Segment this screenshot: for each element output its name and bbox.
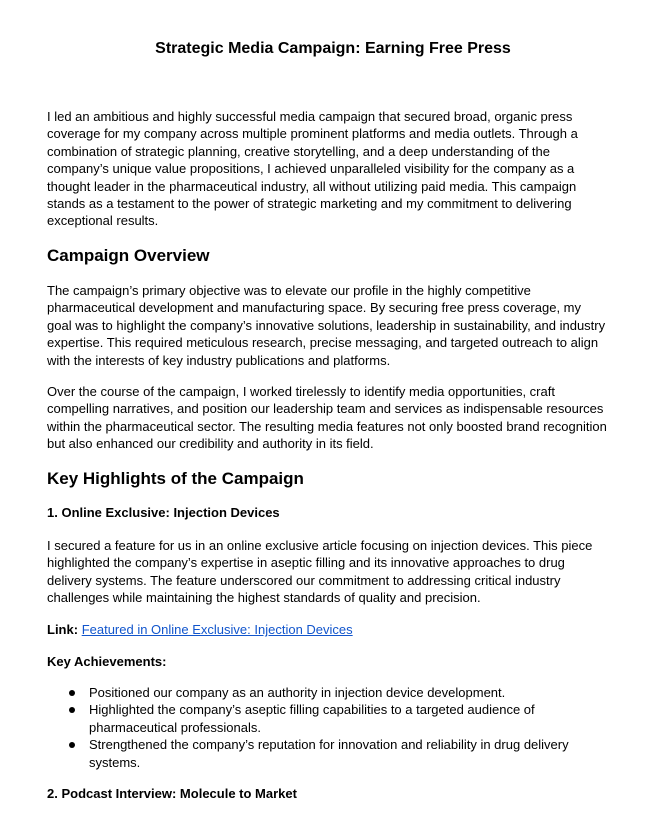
key-achievements-list [47, 684, 609, 771]
bullet-icon [69, 707, 75, 713]
bullet-icon [69, 742, 75, 748]
key-highlights-heading: Key Highlights of the Campaign [47, 469, 304, 488]
list-item [47, 684, 609, 701]
highlight-1-description: I secured a feature for us in an online exclusive article focusing on injection devices. This piece highlighted the company’s expertise in aseptic filling and its innovative approaches to drug delivery systems. The feature underscored our commitment to addressing critical industry challenges while maintaining the highest standards of quality and precision. [47, 538, 593, 606]
achievement-text: Positioned our company as an authority in injection device development. [89, 685, 506, 700]
achievement-text: Highlighted the company’s aseptic filling capabilities to a targeted audience of pharmaceutical professionals. [89, 702, 535, 735]
document-title: Strategic Media Campaign: Earning Free Press [155, 40, 511, 57]
list-item [47, 736, 609, 771]
overview-paragraph-2: Over the course of the campaign, I worked tirelessly to identify media opportunities, craft compelling narratives, and position our leadership team and services as indispensable resources within the pharmaceutical sector. The resulting media features not only boosted brand recognition but also enhanced our credibility and authority in its field. [47, 384, 607, 452]
injection-devices-article-link[interactable]: Featured in Online Exclusive: Injection Devices [81, 622, 353, 637]
list-item [47, 701, 609, 736]
key-achievements-label: Key Achievements: [47, 654, 167, 669]
bullet-icon [69, 690, 75, 696]
achievement-text: Strengthened the company’s reputation for innovation and reliability in drug delivery systems. [89, 737, 569, 770]
highlight-2-heading: 2. Podcast Interview: Molecule to Market [47, 786, 297, 801]
link-label: Link: [47, 622, 79, 637]
intro-paragraph: I led an ambitious and highly successful media campaign that secured broad, organic press coverage for my company across multiple prominent platforms and media outlets. Through a combination of strategic planning, creative storytelling, and a deep understanding of the company’s unique value propositions, I achieved unparalleled visibility for the company as a thought leader in the pharmaceutical industry, all without utilizing paid media. This campaign stands as a testament to the power of strategic marketing and my commitment to delivering exceptional results. [47, 109, 578, 229]
highlight-1-heading: 1. Online Exclusive: Injection Devices [47, 505, 280, 520]
overview-paragraph-1: The campaign’s primary objective was to elevate our profile in the highly competitive pharmaceutical development and manufacturing space. By securing free press coverage, my goal was to highlight the company’s innovative solutions, leadership in sustainability, and industry expertise. This required meticulous research, precise messaging, and targeted outreach to align with the interests of key industry publications and platforms. [47, 283, 606, 368]
highlight-1-link-line [47, 621, 609, 638]
campaign-overview-heading: Campaign Overview [47, 246, 210, 265]
